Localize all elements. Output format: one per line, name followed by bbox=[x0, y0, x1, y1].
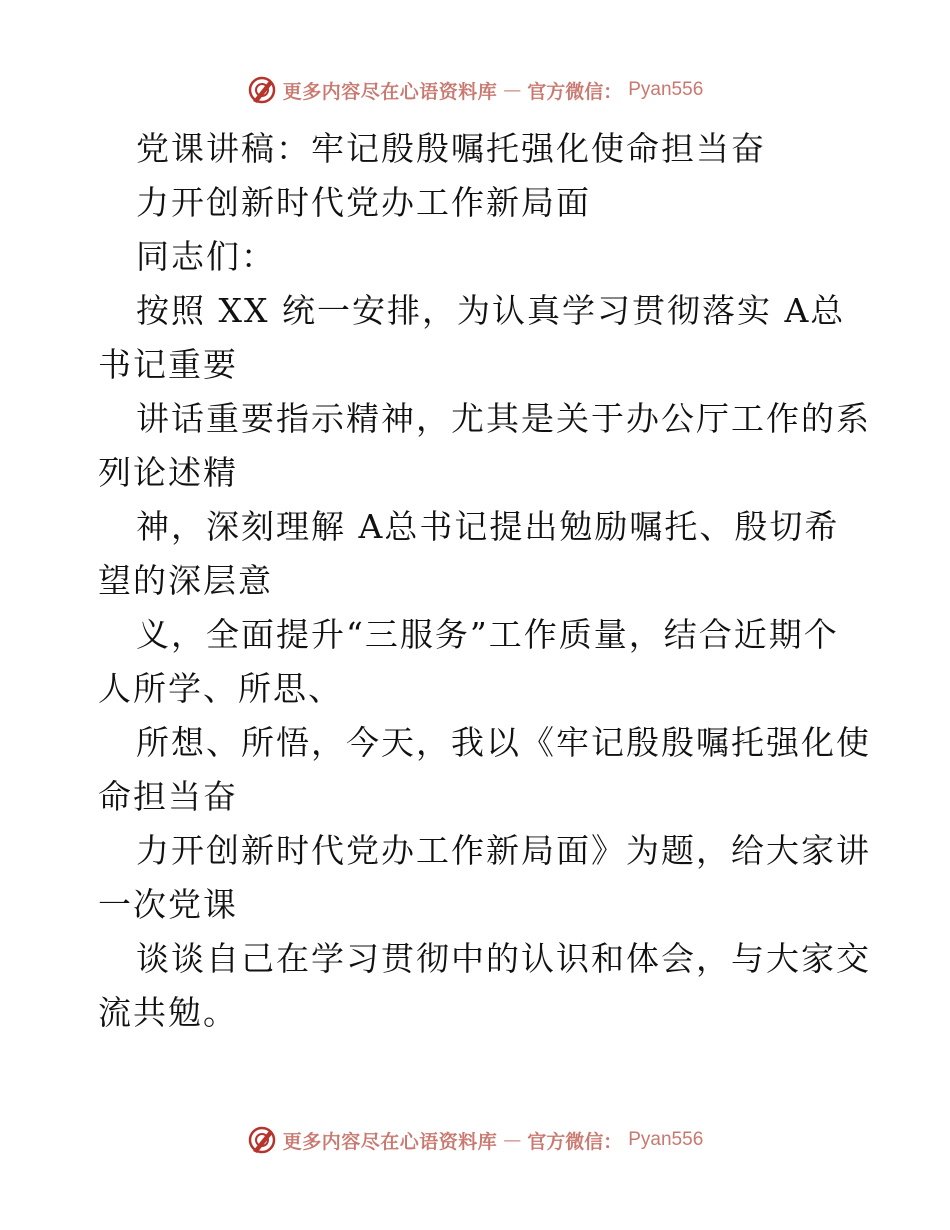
paragraph-line: 一次党课 bbox=[98, 885, 238, 924]
footer-banner bbox=[0, 1120, 950, 1160]
paragraph-line: 按照 XX 统一安排，为认真学习贯彻落实 A总 bbox=[136, 291, 846, 330]
salutation: 同志们： bbox=[136, 237, 276, 276]
title-line-2: 力开创新时代党办工作新局面 bbox=[136, 183, 591, 222]
banner-dash: — bbox=[503, 1129, 522, 1151]
header-banner bbox=[0, 70, 950, 110]
paragraph-line: 神，深刻理解 A总书记提出勉励嘱托、殷切希 bbox=[136, 507, 840, 546]
banner-content bbox=[247, 1125, 704, 1155]
paragraph-line: 义，全面提升“三服务”工作质量，结合近期个 bbox=[136, 615, 839, 654]
paragraph-line: 谈谈自己在学习贯彻中的认识和体会，与大家交 bbox=[136, 939, 871, 978]
banner-wechat-id: Pyan556 bbox=[628, 79, 704, 100]
paragraph-line: 所想、所悟，今天，我以《牢记殷殷嘱托强化使 bbox=[136, 723, 871, 762]
paragraph-line: 命担当奋 bbox=[98, 777, 238, 816]
banner-dash: — bbox=[503, 79, 522, 101]
title-line-1: 党课讲稿：牢记殷殷嘱托强化使命担当奋 bbox=[136, 129, 766, 168]
banner-wechat-id: Pyan556 bbox=[628, 1129, 704, 1150]
banner-wechat-label: 官方微信： bbox=[527, 80, 623, 103]
banner-main-text: 更多内容尽在心语资料库 bbox=[282, 80, 498, 103]
paragraph-line: 人所学、所思、 bbox=[98, 669, 343, 708]
banner-main-text: 更多内容尽在心语资料库 bbox=[282, 1130, 498, 1153]
quill-logo-icon bbox=[247, 1125, 277, 1155]
banner-content bbox=[247, 75, 704, 105]
banner-wechat-label: 官方微信： bbox=[527, 1130, 623, 1153]
paragraph-line: 列论述精 bbox=[98, 453, 238, 492]
paragraph-line: 讲话重要指示精神，尤其是关于办公厅工作的系 bbox=[136, 399, 871, 438]
paragraph-line: 望的深层意 bbox=[98, 561, 273, 600]
quill-logo-icon bbox=[247, 75, 277, 105]
document-body bbox=[98, 122, 871, 1040]
paragraph-line: 力开创新时代党办工作新局面》为题，给大家讲 bbox=[136, 831, 871, 870]
paragraph-line: 流共勉。 bbox=[98, 993, 238, 1032]
paragraph-line: 书记重要 bbox=[98, 345, 238, 384]
